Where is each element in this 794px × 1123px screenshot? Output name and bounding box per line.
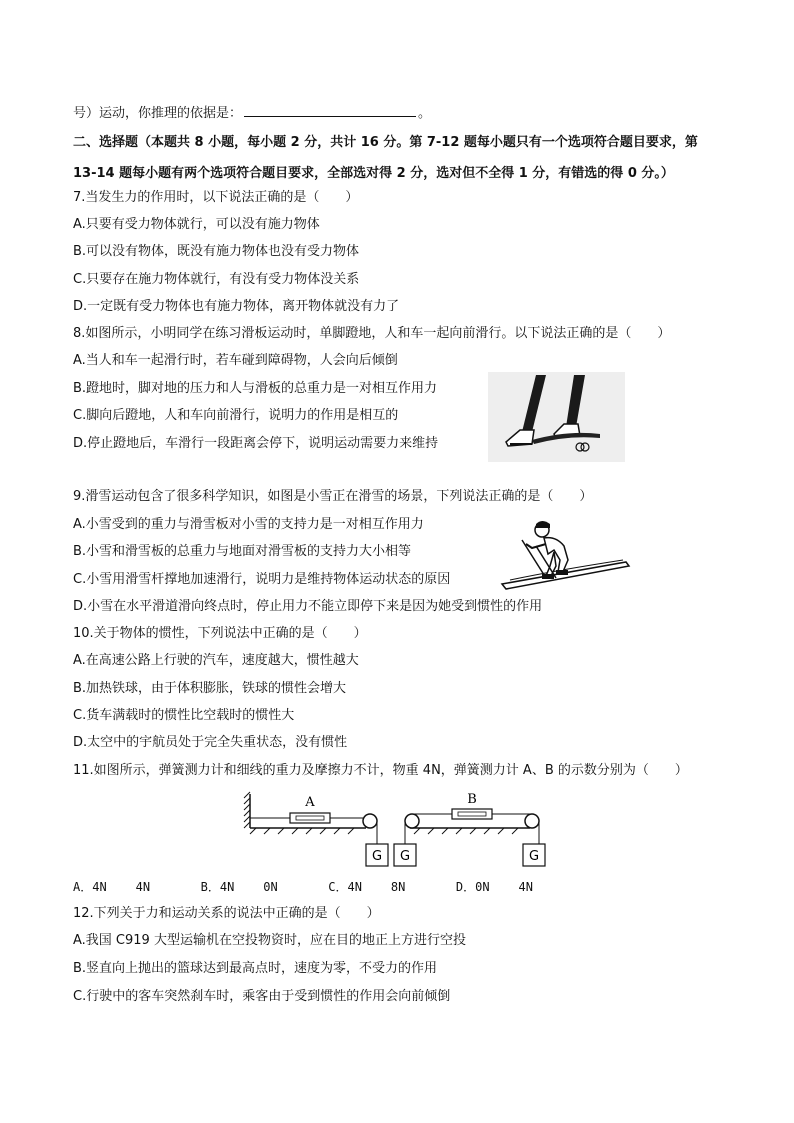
intro-end: 。 bbox=[418, 106, 432, 121]
q7-option-b: B.可以没有物体，既没有施力物体也没有受力物体 bbox=[73, 244, 360, 259]
weight-g-1: G bbox=[371, 849, 383, 864]
scale-a-label: A bbox=[305, 795, 315, 810]
weight-g-2: G bbox=[399, 849, 411, 864]
q10-stem: 10.关于物体的惯性，下列说法中正确的是（ ） bbox=[73, 626, 367, 641]
skier-illustration bbox=[498, 518, 631, 590]
weight-g-3: G bbox=[528, 849, 540, 864]
skier-figure bbox=[498, 518, 631, 590]
q11-options bbox=[73, 878, 533, 896]
intro-line bbox=[73, 104, 431, 123]
q9-option-b: B.小雪和滑雪板的总重力与地面对滑雪板的支持力大小相等 bbox=[73, 544, 412, 559]
q9-option-c: C.小雪用滑雪杆撑地加速滑行，说明力是维持物体运动状态的原因 bbox=[73, 572, 451, 587]
skateboard-figure bbox=[488, 372, 625, 462]
q12-stem: 12.下列关于力和运动关系的说法中正确的是（ ） bbox=[73, 906, 380, 921]
q11-option-b: B．4N 0N bbox=[200, 880, 278, 894]
q8-option-a: A.当人和车一起滑行时，若车碰到障碍物，人会向后倾倒 bbox=[73, 353, 398, 368]
q10-option-a: A.在高速公路上行驶的汽车，速度越大，惯性越大 bbox=[73, 653, 359, 668]
q7-option-c: C.只要存在施力物体就行，有没有受力物体没关系 bbox=[73, 272, 360, 287]
q11-option-c: C．4N 8N bbox=[328, 880, 406, 894]
q10-option-d: D.太空中的宇航员处于完全失重状态，没有惯性 bbox=[73, 735, 348, 750]
spring-scale-diagram bbox=[240, 788, 550, 868]
scale-b-label: B bbox=[467, 792, 477, 807]
q12-option-b: B.竖直向上抛出的篮球达到最高点时，速度为零，不受力的作用 bbox=[73, 961, 438, 976]
q10-option-c: C.货车满载时的惯性比空载时的惯性大 bbox=[73, 708, 295, 723]
q8-option-d: D.停止蹬地后，车滑行一段距离会停下，说明运动需要力来维持 bbox=[73, 436, 439, 451]
q9-option-a: A.小雪受到的重力与滑雪板对小雪的支持力是一对相互作用力 bbox=[73, 517, 424, 532]
spring-scale-figure bbox=[240, 788, 550, 868]
section-header-line1: 二、选择题（本题共 8 小题，每小题 2 分，共计 16 分。第 7-12 题每小题只有一个选项符合题目要求，第 bbox=[73, 135, 698, 150]
intro-text: 号）运动，你推理的依据是： bbox=[73, 106, 243, 121]
q7-stem: 7.当发生力的作用时，以下说法正确的是（ ） bbox=[73, 190, 359, 205]
q11-option-d: D．0N 4N bbox=[455, 880, 533, 894]
q10-option-b: B.加热铁球，由于体积膨胀，铁球的惯性会增大 bbox=[73, 681, 347, 696]
q7-option-d: D.一定既有受力物体也有施力物体，离开物体就没有力了 bbox=[73, 299, 400, 314]
q11-stem: 11.如图所示，弹簧测力计和细线的重力及摩擦力不计，物重 4N，弹簧测力计 A、B 的示数分别为（ ） bbox=[73, 763, 688, 778]
q8-option-c: C.脚向后蹬地，人和车向前滑行，说明力的作用是相互的 bbox=[73, 408, 399, 423]
q8-stem: 8.如图所示，小明同学在练习滑板运动时，单脚蹬地，人和车一起向前滑行。以下说法正确的是（ ） bbox=[73, 326, 671, 341]
q9-stem: 9.滑雪运动包含了很多科学知识，如图是小雪正在滑雪的场景，下列说法正确的是（ ） bbox=[73, 489, 593, 504]
q7-option-a: A.只要有受力物体就行，可以没有施力物体 bbox=[73, 217, 320, 232]
answer-blank bbox=[244, 104, 416, 117]
q8-option-b: B.蹬地时，脚对地的压力和人与滑板的总重力是一对相互作用力 bbox=[73, 381, 438, 396]
skateboard-illustration bbox=[488, 372, 625, 462]
q12-option-a: A.我国 C919 大型运输机在空投物资时，应在目的地正上方进行空投 bbox=[73, 933, 466, 948]
q11-option-a: A．4N 4N bbox=[73, 880, 151, 894]
q9-option-d: D.小雪在水平滑道滑向终点时，停止用力不能立即停下来是因为她受到惯性的作用 bbox=[73, 599, 543, 614]
section-header-line2: 13-14 题每小题有两个选项符合题目要求，全部选对得 2 分，选对但不全得 1 分，有错选的得 0 分。） bbox=[73, 166, 674, 181]
q12-option-c: C.行驶中的客车突然刹车时，乘客由于受到惯性的作用会向前倾倒 bbox=[73, 989, 451, 1004]
